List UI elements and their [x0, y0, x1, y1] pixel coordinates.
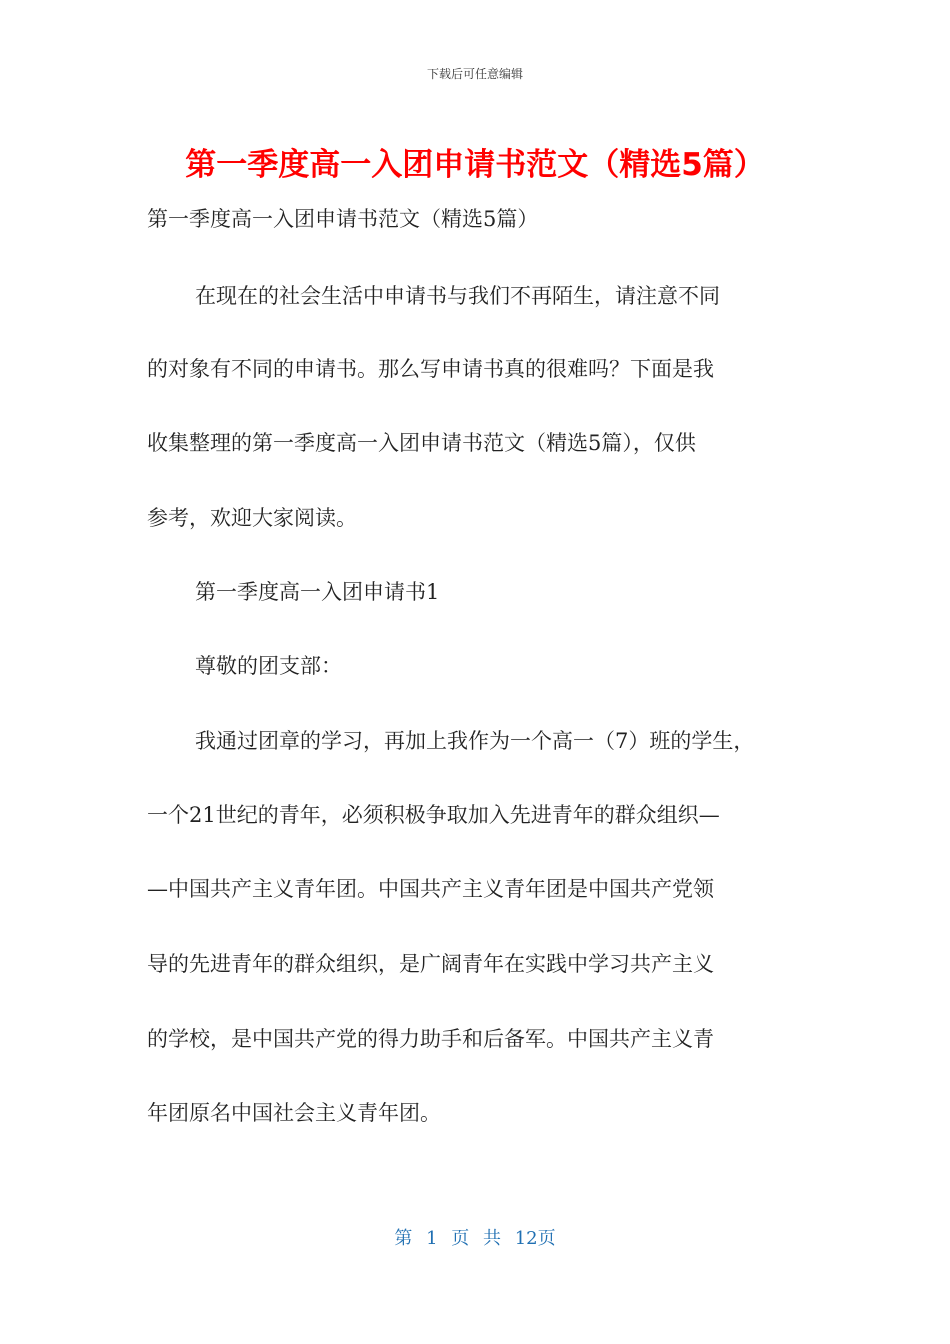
body-line-3: 收集整理的第一季度高一入团申请书范文（精选5篇），仅供	[147, 431, 696, 455]
body-line-2: 的对象有不同的申请书。那么写申请书真的很难吗？下面是我	[147, 357, 714, 381]
body-line-11: 的学校，是中国共产党的得力助手和后备军。中国共产主义青	[147, 1027, 714, 1051]
document-subtitle: 第一季度高一入团申请书范文（精选5篇）	[147, 207, 539, 231]
body-line-8: 一个21世纪的青年，必须积极争取加入先进青年的群众组织—	[147, 803, 720, 827]
footer-page-unit: 页	[451, 1228, 470, 1249]
footer-page-number: 1	[426, 1228, 438, 1249]
body-line-4: 参考，欢迎大家阅读。	[147, 506, 357, 530]
body-line-12: 年团原名中国社会主义青年团。	[147, 1101, 441, 1125]
body-line-1: 在现在的社会生活中申请书与我们不再陌生，请注意不同	[195, 284, 720, 308]
body-line-7: 我通过团章的学习，再加上我作为一个高一（7）班的学生，	[195, 729, 755, 753]
body-line-9: —中国共产主义青年团。中国共产主义青年团是中国共产党领	[147, 877, 714, 901]
header-note: 下载后可任意编辑	[426, 67, 523, 81]
footer-total-pages: 12页	[514, 1228, 556, 1249]
footer-prefix: 第	[394, 1228, 413, 1249]
section-heading: 第一季度高一入团申请书1	[195, 580, 440, 604]
page-footer	[0, 1226, 950, 1252]
footer-total-prefix: 共	[483, 1228, 501, 1249]
body-line-10: 导的先进青年的群众组织，是广阔青年在实践中学习共产主义	[147, 952, 714, 976]
salutation: 尊敬的团支部：	[195, 654, 342, 678]
document-title: 第一季度高一入团申请书范文（精选5篇）	[185, 147, 765, 183]
